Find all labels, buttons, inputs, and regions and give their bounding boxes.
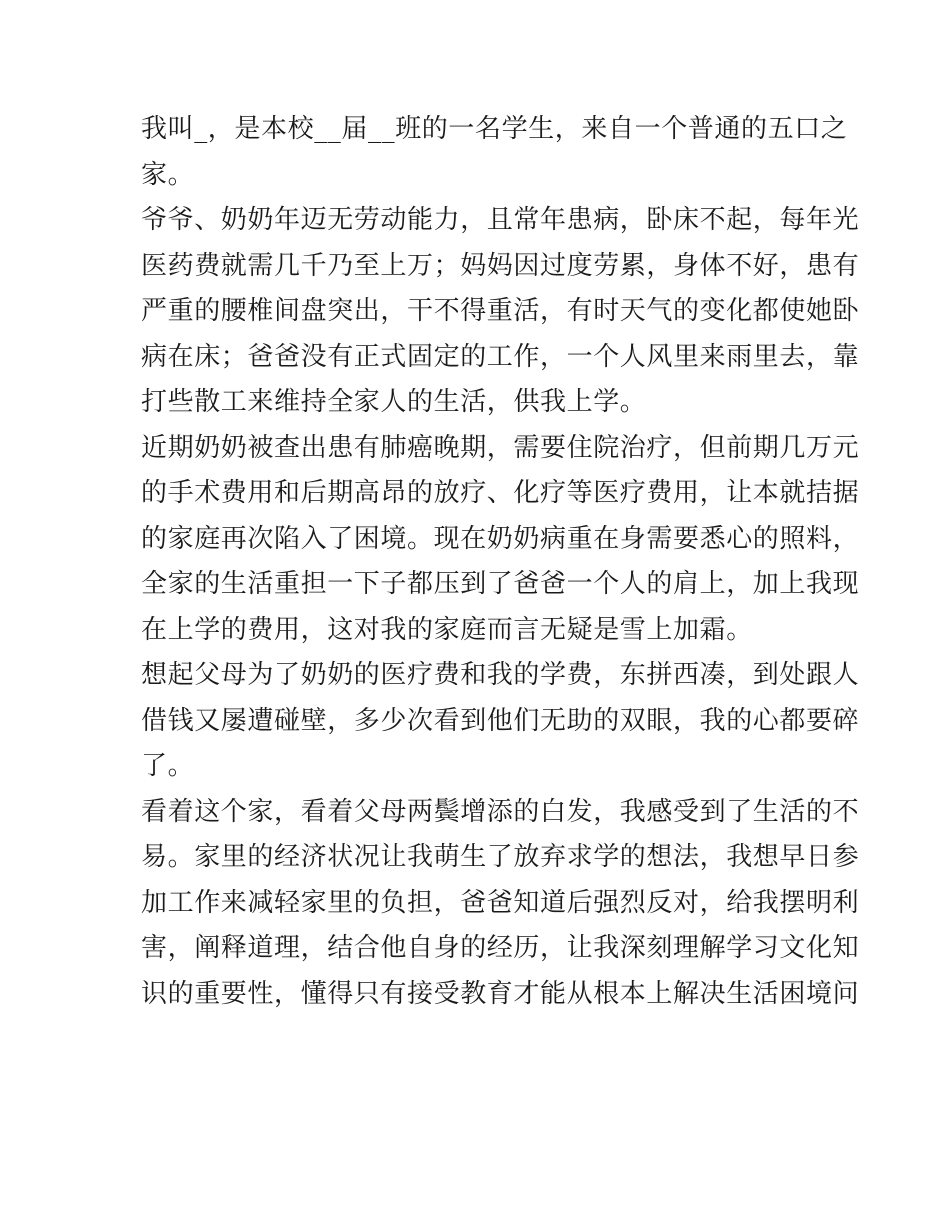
text-line: 医药费就需几千乃至上万；妈妈因过度劳累，身体不好，患有 <box>141 250 860 281</box>
text-line: 想起父母为了奶奶的医疗费和我的学费，东拼西凑，到处跟人 <box>141 660 860 690</box>
text-line: 借钱又屡遭碰壁，多少次看到他们无助的双眼，我的心都要碎 <box>141 705 860 736</box>
text-line: 的手术费用和后期高昂的放疗、化疗等医疗费用，让本就拮据 <box>141 478 860 508</box>
paragraph-grandmother-illness <box>141 426 860 654</box>
text-line: 严重的腰椎间盘突出，干不得重活，有时天气的变化都使她卧 <box>141 296 860 326</box>
text-line: 害，阐释道理，结合他自身的经历，让我深刻理解学习文化知 <box>141 933 860 963</box>
paragraph-family-situation <box>141 198 860 426</box>
text-line: 在上学的费用，这对我的家庭而言无疑是雪上加霜。 <box>141 614 753 645</box>
paragraph-education-resolve <box>141 790 860 1018</box>
text-line: 加工作来减轻家里的负担，爸爸知道后强烈反对，给我摆明利 <box>141 887 860 918</box>
text-line: 爷爷、奶奶年迈无劳动能力，且常年患病，卧床不起，每年光 <box>141 205 860 235</box>
text-line: 近期奶奶被查出患有肺癌晚期，需要住院治疗，但前期几万元 <box>141 432 860 463</box>
text-line: 家。 <box>141 159 195 190</box>
text-line: 的家庭再次陷入了困境。现在奶奶病重在身需要悉心的照料， <box>141 523 860 554</box>
text-line: 全家的生活重担一下子都压到了爸爸一个人的肩上，加上我现 <box>141 569 860 599</box>
text-line: 了。 <box>141 751 195 781</box>
text-line: 识的重要性，懂得只有接受教育才能从根本上解决生活困境问 <box>141 978 860 1009</box>
text-line: 我叫_，是本校__届__班的一名学生，来自一个普通的五口之 <box>141 114 848 144</box>
text-line: 看着这个家，看着父母两鬓增添的白发，我感受到了生活的不 <box>141 796 860 827</box>
document-body <box>141 107 860 1017</box>
text-line: 易。家里的经济状况让我萌生了放弃求学的想法，我想早日参 <box>141 842 860 872</box>
text-line: 打些散工来维持全家人的生活，供我上学。 <box>141 387 647 417</box>
text-line: 病在床；爸爸没有正式固定的工作，一个人风里来雨里去，靠 <box>141 341 860 372</box>
paragraph-borrowing <box>141 653 860 790</box>
paragraph-intro <box>141 107 848 198</box>
